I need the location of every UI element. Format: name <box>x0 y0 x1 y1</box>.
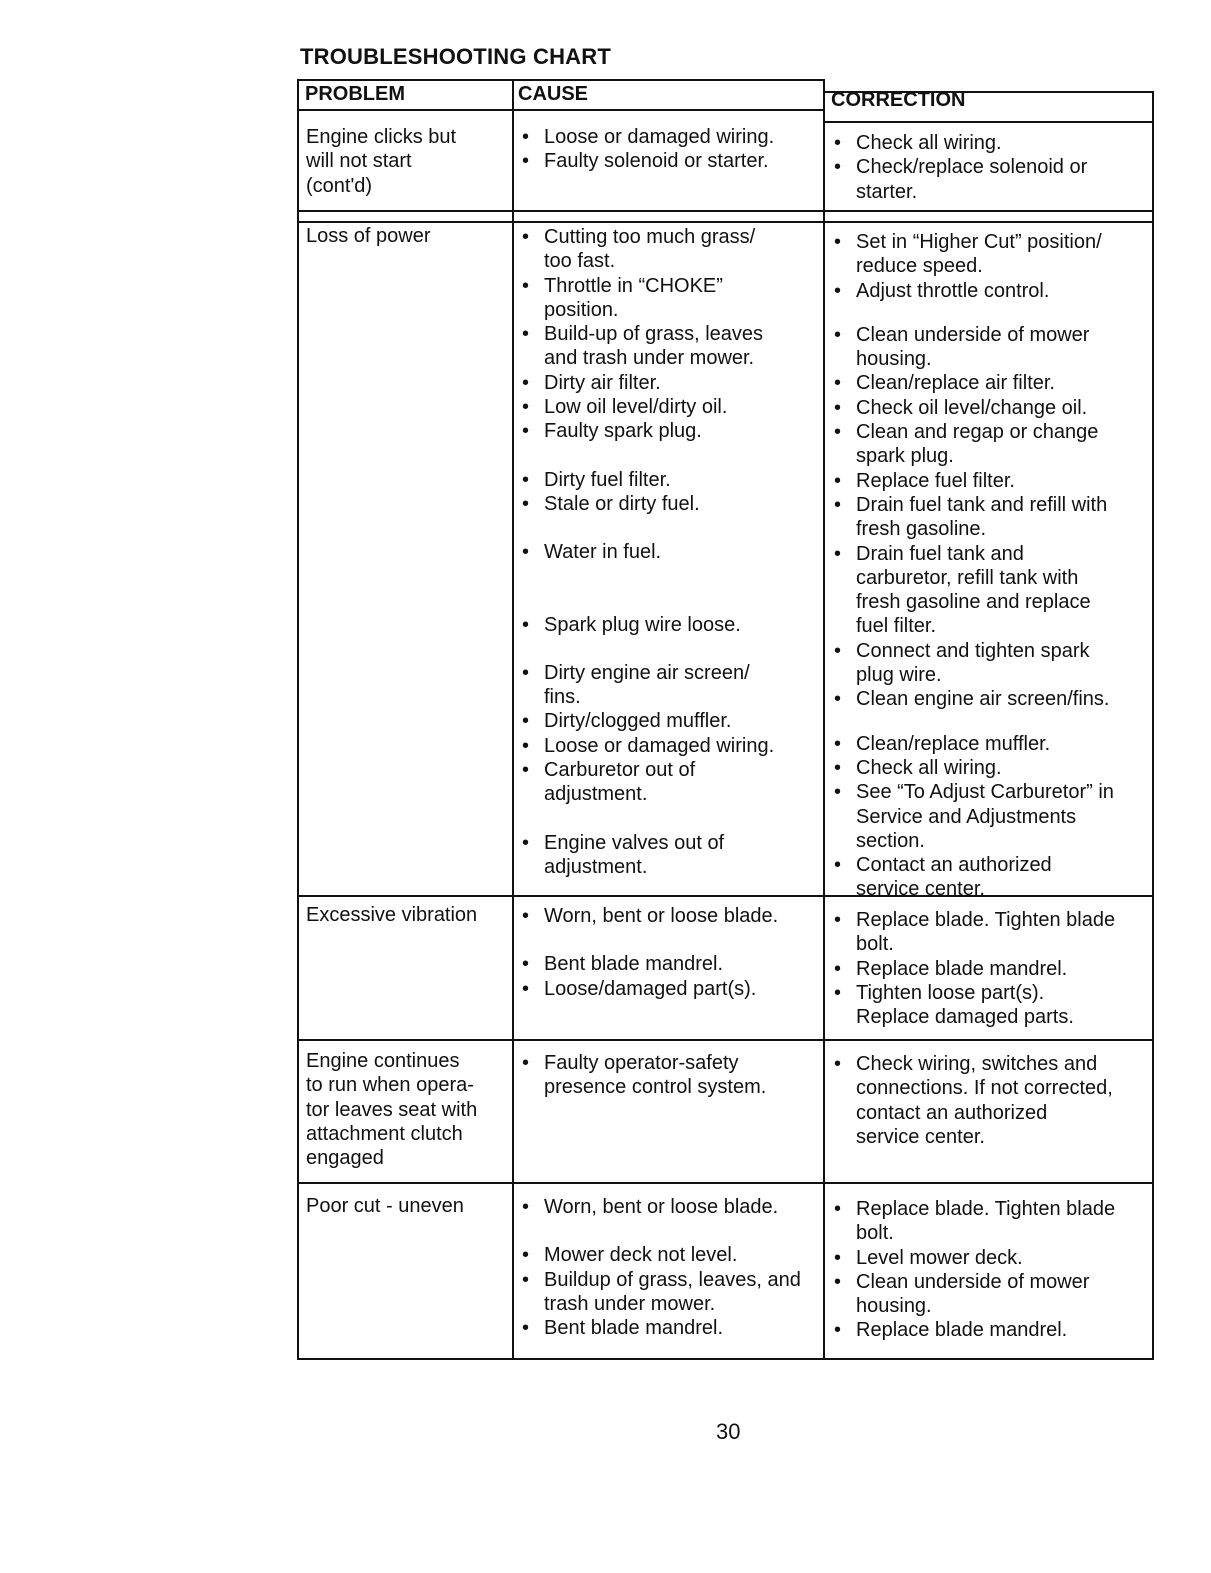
correction-item: • Replace fuel filter. <box>826 469 1116 493</box>
cause-item: • Bent blade mandrel. <box>514 1316 814 1340</box>
correction-item: • Clean engine air screen/fins. <box>826 687 1116 711</box>
row-divider <box>297 1039 1154 1041</box>
correction-list <box>826 131 1116 204</box>
cause-item: • Build-up of grass, leaves and trash under mower. <box>514 322 784 371</box>
cause-item: • Worn, bent or loose blade. <box>514 904 814 928</box>
cause-list <box>514 125 814 174</box>
correction-item: • Replace blade. Tighten blade bolt. <box>826 1197 1116 1246</box>
correction-item: • Level mower deck. <box>826 1246 1116 1270</box>
correction-item: • Clean underside of mower housing. <box>826 323 1116 372</box>
cause-item: • Engine valves out of adjustment. <box>514 831 784 880</box>
cause-item: • Faulty spark plug. <box>514 419 784 443</box>
table-border-top <box>297 79 824 81</box>
row-divider <box>297 221 1154 223</box>
correction-item: • Tighten loose part(s). Replace damaged parts. <box>826 981 1116 1030</box>
correction-item: • Clean underside of mower housing. <box>826 1270 1116 1319</box>
problem-cell: Engine clicks but will not start (cont'd) <box>306 126 457 197</box>
cause-item: • Cutting too much grass/ too fast. <box>514 225 784 274</box>
correction-item: • Check wiring, switches and connections. If not corrected, contact an authorized service center. <box>826 1052 1116 1149</box>
table-border-bottom <box>297 1358 1154 1360</box>
correction-item: • Drain fuel tank and carburetor, refill tank with fresh gasoline and replace fuel filter. <box>826 542 1116 639</box>
cause-item: • Dirty fuel filter. <box>514 468 784 492</box>
correction-item: • Contact an authorized service center. <box>826 853 1116 902</box>
header-cause: CAUSE <box>518 83 589 105</box>
correction-list <box>826 230 1116 902</box>
problem-cell: Loss of power <box>306 225 431 247</box>
cause-item: • Mower deck not level. <box>514 1243 814 1267</box>
cause-item: • Worn, bent or loose blade. <box>514 1195 814 1219</box>
correction-list <box>826 1052 1116 1149</box>
correction-item: • Check/replace solenoid or starter. <box>826 155 1116 204</box>
cause-list <box>514 1195 814 1340</box>
correction-item: • Clean/replace muffler. <box>826 732 1116 756</box>
cause-item: • Loose or damaged wiring. <box>514 734 784 758</box>
correction-item: • Check all wiring. <box>826 756 1116 780</box>
cause-list <box>514 225 784 879</box>
cause-item: • Buildup of grass, leaves, and trash under mower. <box>514 1268 814 1317</box>
problem-cell: Excessive vibration <box>306 904 478 926</box>
cause-item: • Bent blade mandrel. <box>514 952 814 976</box>
cause-item: • Stale or dirty fuel. <box>514 492 784 516</box>
problem-cell: Poor cut - uneven <box>306 1195 464 1217</box>
cause-list <box>514 904 814 1001</box>
header-problem: PROBLEM <box>305 83 405 105</box>
cause-item: • Dirty/clogged muffler. <box>514 709 784 733</box>
header-divider-correction <box>824 121 1154 123</box>
correction-item: • Drain fuel tank and refill with fresh gasoline. <box>826 493 1116 542</box>
cause-list <box>514 1051 784 1100</box>
correction-item: • See “To Adjust Carburetor” in Service and Adjustments section. <box>826 780 1116 853</box>
row-divider <box>297 1182 1154 1184</box>
page-title: TROUBLESHOOTING CHART <box>300 44 611 69</box>
correction-item: • Check oil level/change oil. <box>826 396 1116 420</box>
troubleshooting-table <box>297 79 1154 1360</box>
row-divider <box>297 210 1154 212</box>
cause-item: • Carburetor out of adjustment. <box>514 758 784 807</box>
cause-item: • Faulty solenoid or starter. <box>514 149 814 173</box>
correction-list <box>826 908 1116 1029</box>
table-border-right <box>1152 91 1154 1360</box>
correction-item: • Replace blade mandrel. <box>826 1318 1116 1342</box>
correction-item: • Clean/replace air filter. <box>826 371 1116 395</box>
cause-item: • Loose or damaged wiring. <box>514 125 814 149</box>
correction-item: • Set in “Higher Cut” position/ reduce speed. <box>826 230 1116 279</box>
correction-item: • Adjust throttle control. <box>826 279 1116 303</box>
cause-item: • Faulty operator-safety presence control system. <box>514 1051 784 1100</box>
cause-item: • Water in fuel. <box>514 540 784 564</box>
cause-item: • Low oil level/dirty oil. <box>514 395 784 419</box>
header-divider <box>297 109 824 111</box>
header-correction: CORRECTION <box>831 89 966 111</box>
cause-item: • Dirty air filter. <box>514 371 784 395</box>
cause-item: • Dirty engine air screen/ fins. <box>514 661 784 710</box>
table-border-left <box>297 79 299 1360</box>
problem-cell: Engine continues to run when opera- tor leaves seat with attachment clutch engaged <box>306 1050 478 1170</box>
correction-item: • Replace blade. Tighten blade bolt. <box>826 908 1116 957</box>
correction-item: • Connect and tighten spark plug wire. <box>826 639 1116 688</box>
correction-item: • Clean and regap or change spark plug. <box>826 420 1116 469</box>
correction-item: • Replace blade mandrel. <box>826 957 1116 981</box>
column-divider-correction <box>823 79 825 1360</box>
cause-item: • Spark plug wire loose. <box>514 613 784 637</box>
correction-item: • Check all wiring. <box>826 131 1116 155</box>
cause-item: • Throttle in “CHOKE” position. <box>514 274 784 323</box>
correction-list <box>826 1197 1116 1343</box>
cause-item: • Loose/damaged part(s). <box>514 977 814 1001</box>
page-number: 30 <box>716 1419 741 1444</box>
